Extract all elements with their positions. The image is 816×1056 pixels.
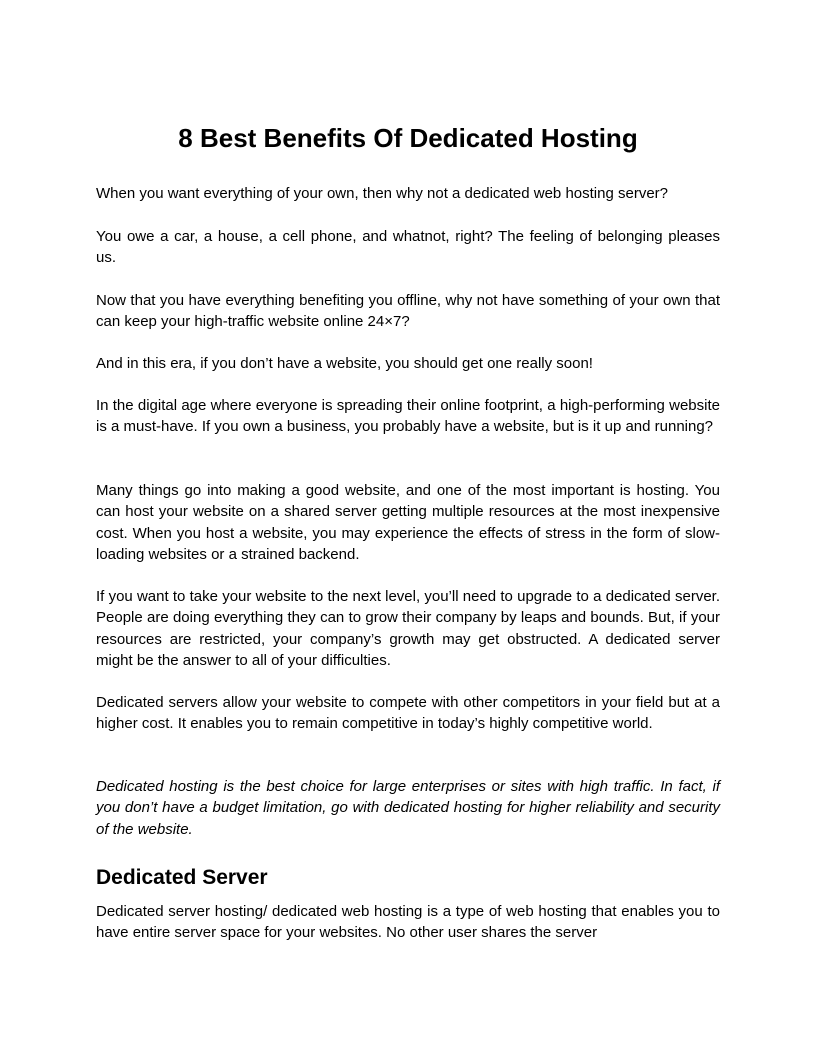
paragraph-hosting: Many things go into making a good website, and one of the most important is hosting. You can host your website on a shared server getting multiple resources at the most inexpensive cost. When you host a website, you may experience the effects of stress in the form of slow-loading websites or a strained backend. <box>96 482 720 563</box>
paragraph-compete: Dedicated servers allow your website to compete with other competitors in your field but at a higher cost. It enables you to remain competitive in today’s highly competitive world. <box>96 694 720 733</box>
paragraph-dedicated-server: Dedicated server hosting/ dedicated web hosting is a type of web hosting that enables you to have entire server space for your websites. No other user shares the server <box>96 903 720 942</box>
document-title: 8 Best Benefits Of Dedicated Hosting <box>178 123 638 153</box>
paragraph-italic-note: Dedicated hosting is the best choice for large enterprises or sites with high traffic. In fact, if you don’t have a budget limitation, go with dedicated hosting for higher reliability and security of the website. <box>96 778 720 838</box>
section-heading: Dedicated Server <box>96 866 268 889</box>
paragraph-now: Now that you have everything benefiting you offline, why not have something of your own that can keep your high-traffic website online 24×7? <box>96 292 720 331</box>
paragraph-intro: When you want everything of your own, then why not a dedicated web hosting server? <box>96 185 668 202</box>
paragraph-era: And in this era, if you don’t have a website, you should get one really soon! <box>96 355 593 372</box>
paragraph-next-level: If you want to take your website to the next level, you’ll need to upgrade to a dedicated server. People are doing everything they can to grow their company by leaps and bounds. But, if your resources are restricted, your company’s growth may get obstructed. A dedicated server might be the answer to all of your difficulties. <box>96 588 720 669</box>
paragraph-digital: In the digital age where everyone is spreading their online footprint, a high-performing website is a must-have. If you own a business, you probably have a website, but is it up and running? <box>96 397 720 436</box>
paragraph-owe: You owe a car, a house, a cell phone, and whatnot, right? The feeling of belonging pleases us. <box>96 228 720 267</box>
